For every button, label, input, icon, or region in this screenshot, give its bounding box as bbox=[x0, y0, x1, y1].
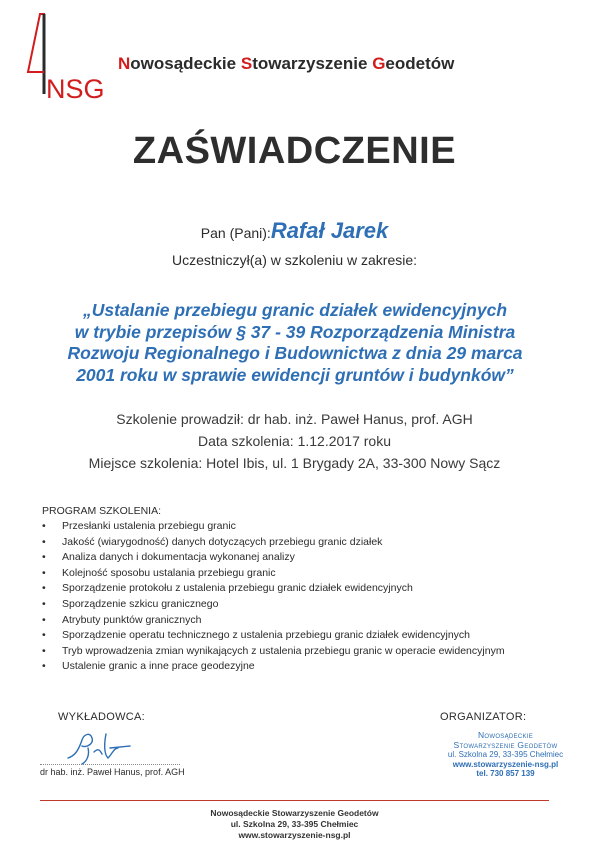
list-item: • Tryb wprowadzenia zmian wynikających z ustalenia przebiegu granic w operacie ewidencyjnym bbox=[42, 644, 505, 660]
recipient-line bbox=[0, 218, 589, 244]
org-initial-s: S bbox=[240, 54, 253, 73]
footer-line: Nowosądeckie Stowarzyszenie Geodetów bbox=[210, 808, 379, 818]
stamp-line: www.stowarzyszenie-nsg.pl bbox=[452, 759, 559, 769]
topic-line: w trybie przepisów § 37 - 39 Rozporządzenia Ministra bbox=[74, 321, 516, 342]
org-initial-n: N bbox=[118, 54, 131, 73]
org-initial-g: G bbox=[372, 54, 386, 73]
program-title: PROGRAM SZKOLENIA: bbox=[42, 505, 162, 517]
organizer-label: ORGANIZATOR: bbox=[440, 711, 527, 723]
list-item: • Sporządzenie szkicu granicznego bbox=[42, 597, 505, 613]
footer-line: ul. Szkolna 29, 33-395 Chełmiec bbox=[230, 819, 359, 829]
handwritten-signature-icon bbox=[60, 726, 150, 766]
list-item: • Atrybuty punktów granicznych bbox=[42, 613, 505, 629]
org-word-1: owosądeckie bbox=[130, 54, 241, 73]
topic-line: 2001 roku w sprawie ewidencji gruntów i budynków” bbox=[76, 364, 514, 385]
list-item: • Analiza danych i dokumentacja wykonanej analizy bbox=[42, 550, 505, 566]
stamp-line: Stowarzyszenie Geodetów bbox=[453, 739, 558, 750]
list-item: • Przesłanki ustalenia przebiegu granic bbox=[42, 519, 505, 535]
stamp-line: ul. Szkolna 29, 33-395 Chełmiec bbox=[447, 750, 564, 759]
org-word-3: eodetów bbox=[385, 54, 455, 73]
stamp-line: tel. 730 857 139 bbox=[476, 769, 535, 778]
footer-line: www.stowarzyszenie-nsg.pl bbox=[238, 830, 351, 840]
lecturer-info: Szkolenie prowadził: dr hab. inż. Paweł Hanus, prof. AGH bbox=[116, 411, 473, 427]
topic-line: Rozwoju Regionalnego i Budownictwa z dnia 29 marca bbox=[67, 343, 523, 363]
training-place: Miejsce szkolenia: Hotel Ibis, ul. 1 Brygady 2A, 33-300 Nowy Sącz bbox=[88, 455, 501, 471]
list-item: • Sporządzenie operatu technicznego z ustalenia przebiegu granic działek ewidencyjnych bbox=[42, 628, 505, 644]
organization-name bbox=[118, 54, 454, 74]
topic-line: „Ustalanie przebiegu granic działek ewidencyjnych bbox=[82, 300, 508, 320]
certificate-title: ZAŚWIADCZENIE bbox=[132, 130, 457, 172]
org-word-2: towarzyszenie bbox=[252, 54, 373, 73]
recipient-name: Rafał Jarek bbox=[270, 218, 389, 243]
signature-line bbox=[40, 764, 180, 765]
pan-label: Pan (Pani): bbox=[200, 225, 271, 241]
stamp-line: Nowosądeckie bbox=[477, 730, 534, 740]
nsg-logo-icon bbox=[26, 14, 105, 104]
training-date: Data szkolenia: 1.12.2017 roku bbox=[197, 433, 391, 449]
logo-text: NSG bbox=[46, 74, 105, 104]
footer bbox=[0, 808, 589, 841]
training-topic bbox=[40, 300, 550, 386]
list-item: • Sporządzenie protokołu z ustalenia przebiegu granic działek ewidencyjnych bbox=[42, 581, 505, 597]
organizer-stamp bbox=[428, 731, 583, 779]
list-item: • Ustalenie granic a inne prace geodezyjne bbox=[42, 659, 505, 675]
list-item: • Kolejność sposobu ustalania przebiegu granic bbox=[42, 566, 505, 582]
list-item: • Jakość (wiarygodność) danych dotyczących przebiegu granic działek bbox=[42, 535, 505, 551]
participation-text: Uczestniczył(a) w szkoleniu w zakresie: bbox=[171, 252, 418, 268]
lecturer-name: dr hab. inż. Paweł Hanus, prof. AGH bbox=[40, 767, 185, 777]
lecturer-label: WYKŁADOWCA: bbox=[58, 711, 146, 723]
program-list bbox=[42, 519, 505, 675]
footer-divider bbox=[40, 800, 549, 801]
